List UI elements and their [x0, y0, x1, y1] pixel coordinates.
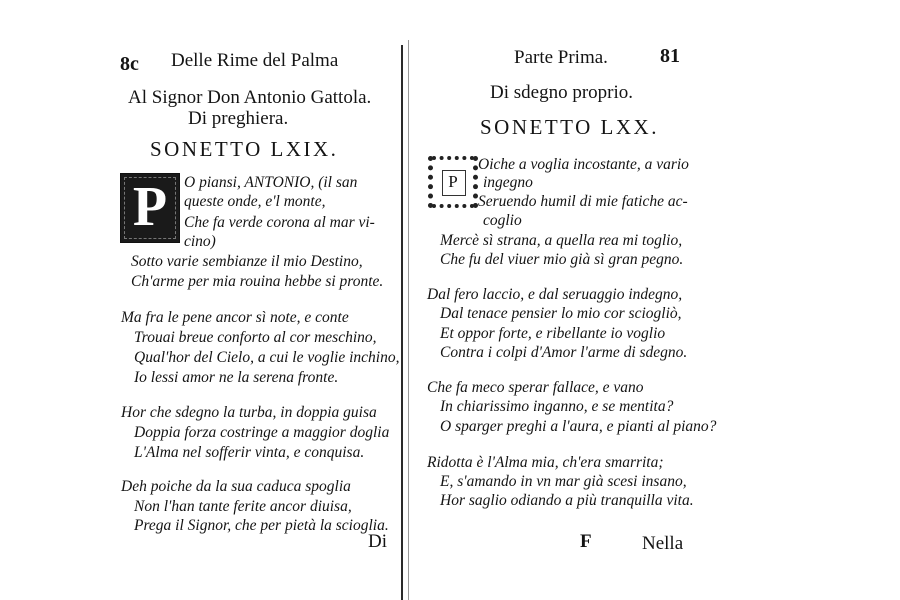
verse-line: Non l'han tante ferite ancor diuisa, — [134, 498, 352, 515]
signature-mark: F — [580, 531, 592, 552]
verse-line: Hor saglio odiando a più tranquilla vita. — [440, 492, 694, 509]
verse-line: Qual'hor del Cielo, a cui le voglie inchino, — [134, 349, 400, 366]
verse-line: Trouai breue conforto al cor meschino, — [134, 329, 377, 346]
verse-line: O piansi, ANTONIO, (il san — [184, 174, 358, 191]
left-page — [0, 0, 403, 600]
page-number: 81 — [660, 45, 680, 67]
verse-line: Prega il Signor, che per pietà la scioglia. — [134, 517, 389, 534]
book-gutter-edge — [408, 40, 409, 600]
verse-line: cino) — [184, 233, 216, 250]
catchword: Di — [368, 531, 387, 552]
sonnet-title: SONETTO LXX. — [480, 115, 659, 139]
poem-subtitle: Di sdegno proprio. — [490, 82, 634, 103]
verse-line: Oiche a voglia incostante, a vario — [478, 156, 689, 173]
verse-line: Che fu del viuer mio già sì gran pegno. — [440, 251, 684, 268]
verse-line: Ma fra le pene ancor sì note, e conte — [121, 309, 349, 326]
verse-line: Sotto varie sembianze il mio Destino, — [131, 253, 363, 270]
dedication-line-2: Di preghiera. — [188, 108, 289, 129]
verse-line: Io lessi amor ne la serena fronte. — [134, 369, 339, 386]
verse-line: coglio — [483, 212, 522, 229]
page-number: 8c — [120, 53, 139, 75]
drop-cap-letter: P — [132, 176, 168, 238]
drop-cap-letter: P — [448, 172, 458, 191]
verse-line: Seruendo humil di mie fatiche ac- — [478, 193, 688, 210]
drop-cap-ornament — [428, 156, 478, 208]
dedication-line-1: Al Signor Don Antonio Gattola. — [128, 87, 372, 108]
verse-line: E, s'amando in vn mar già scesi insano, — [440, 473, 687, 490]
verse-line: In chiarissimo inganno, e se mentita? — [440, 398, 674, 415]
sonnet-title: SONETTO LXIX. — [150, 137, 339, 161]
verse-line: L'Alma nel sofferir vinta, e conquisa. — [134, 444, 365, 461]
verse-line: Et oppor forte, e ribellante io voglio — [440, 325, 666, 342]
running-head: Delle Rime del Palma — [171, 50, 339, 71]
verse-line: Deh poiche da la sua caduca spoglia — [121, 478, 351, 495]
verse-line: Ridotta è l'Alma mia, ch'era smarrita; — [427, 454, 664, 471]
verse-line: queste onde, e'l monte, — [184, 193, 326, 210]
verse-line: Dal fero laccio, e dal seruaggio indegno, — [427, 286, 683, 303]
verse-line: Hor che sdegno la turba, in doppia guisa — [121, 404, 377, 421]
verse-line: ingegno — [483, 174, 533, 191]
verse-line: Ch'arme per mia rouina hebbe si pronte. — [131, 273, 384, 290]
drop-cap-ornament — [120, 173, 180, 243]
catchword: Nella — [642, 533, 684, 554]
verse-line: Contra i colpi d'Amor l'arme di sdegno. — [440, 344, 688, 361]
verse-line: Mercè sì strana, a quella rea mi toglio, — [440, 232, 683, 249]
verse-line: Che fa verde corona al mar vi- — [184, 214, 375, 231]
running-head: Parte Prima. — [514, 47, 608, 68]
verse-line: Dal tenace pensier lo mio cor sciogliò, — [440, 305, 682, 322]
verse-line: Doppia forza costringe a maggior doglia — [134, 424, 390, 441]
verse-line: Che fa meco sperar fallace, e vano — [427, 379, 644, 396]
verse-line: O sparger preghi a l'aura, e pianti al piano? — [440, 418, 717, 435]
